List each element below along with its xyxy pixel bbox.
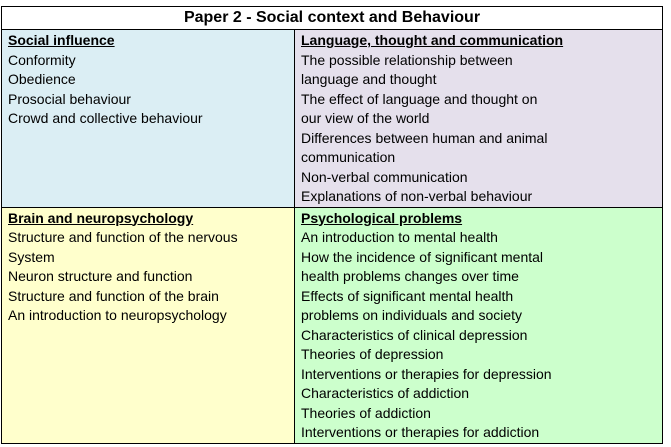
list-item: communication — [301, 149, 396, 165]
list-item: Explanations of non-verbal behaviour — [301, 188, 533, 204]
list-item: language and thought — [301, 71, 437, 87]
list-item: Differences between human and animal — [301, 129, 548, 146]
top-row — [2, 30, 663, 208]
list-item: Prosocial behaviour — [8, 90, 131, 107]
list-item: System — [8, 248, 55, 265]
list-item: Theories of depression — [301, 346, 444, 362]
section-heading: Social influence — [8, 32, 115, 48]
list-item: problems on individuals and society — [301, 307, 523, 323]
title-row — [2, 7, 663, 30]
list-item: Interventions or therapies for addiction — [301, 424, 540, 440]
list-item: Crowd and collective behaviour — [8, 110, 203, 126]
list-item: How the incidence of significant mental — [301, 248, 544, 265]
list-item: Structure and function of the nervous — [8, 229, 238, 245]
list-item: Neuron structure and function — [8, 268, 193, 284]
section-language-thought-communication — [295, 30, 663, 208]
list-item: Conformity — [8, 51, 76, 68]
list-item: An introduction to neuropsychology — [8, 307, 227, 323]
section-brain-neuropsychology — [2, 207, 295, 443]
list-item: health problems changes over time — [301, 268, 519, 284]
list-item: Theories of addiction — [301, 404, 431, 421]
list-item: The possible relationship between — [301, 51, 513, 68]
section-heading: Psychological problems — [301, 209, 463, 226]
topics-table — [1, 6, 663, 444]
section-psychological-problems — [295, 207, 663, 443]
list-item: Obedience — [8, 71, 76, 87]
list-item: Characteristics of addiction — [301, 385, 470, 401]
list-item: Non-verbal communication — [301, 168, 468, 185]
list-item: Effects of significant mental health — [301, 287, 514, 304]
section-heading: Brain and neuropsychology — [8, 209, 194, 226]
list-item: An introduction to mental health — [301, 229, 498, 245]
list-item: The effect of language and thought on — [301, 90, 538, 107]
list-item: our view of the world — [301, 110, 430, 126]
bottom-row — [2, 207, 663, 443]
list-item: Characteristics of clinical depression — [301, 326, 528, 343]
list-item: Structure and function of the brain — [8, 287, 219, 304]
section-social-influence — [2, 30, 295, 208]
section-heading: Language, thought and communication — [301, 32, 564, 48]
page-title: Paper 2 - Social context and Behaviour — [2, 7, 663, 30]
list-item: Interventions or therapies for depression — [301, 365, 552, 382]
